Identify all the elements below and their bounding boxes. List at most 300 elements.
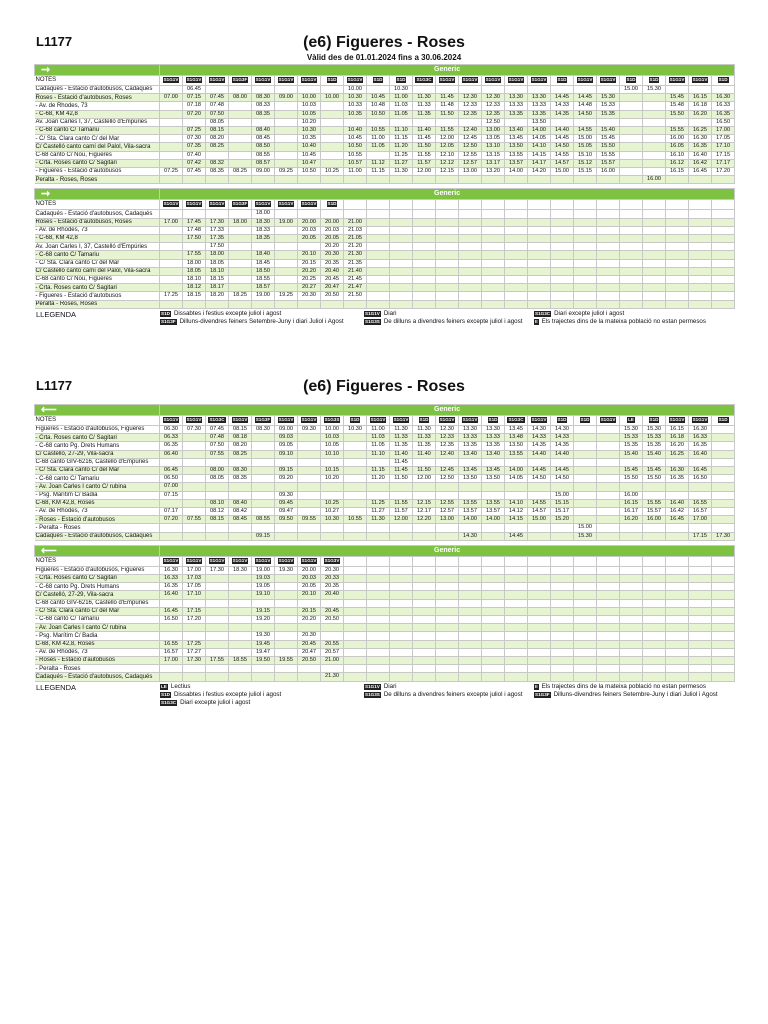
departure-time [482,235,505,243]
departure-time [712,235,735,243]
legend-text: Dissabtes i festius excepte juliol i agost [173,690,282,698]
departure-time: 11.20 [367,475,390,483]
departure-time [712,665,735,673]
departure-time [436,218,459,226]
service-code-chip: S1D [718,77,728,82]
departure-time: 08.25 [229,168,252,176]
departure-time [321,599,344,607]
service-code-chip: II [535,683,538,689]
departure-time: 16.57 [160,648,183,656]
departure-time [390,607,413,615]
departure-time: 13.50 [459,475,482,483]
departure-time: 16.35 [689,442,712,450]
departure-time [321,143,344,151]
departure-time: 13.33 [505,102,528,110]
departure-time [643,218,666,226]
departure-time: 16.10 [666,151,689,159]
departure-time [551,483,574,491]
service-code-chip: S1G1V [462,417,478,422]
departure-time [367,300,390,308]
departure-time: 16.15 [666,426,689,434]
stop-name: Cadaqués - Estació d'autobusos, Cadaqués [35,532,160,540]
departure-time: 18.40 [252,251,275,259]
departure-time [643,300,666,308]
service-code-cell [436,200,459,210]
departure-time [551,276,574,284]
service-banner [35,189,735,200]
departure-time [643,235,666,243]
service-code-chip: S1G1V [163,201,179,207]
departure-time [367,118,390,126]
departure-time [666,267,689,275]
departure-time [528,218,551,226]
stop-row [35,575,735,583]
departure-time: 14.05 [528,135,551,143]
departure-time: 17.15 [183,607,206,615]
departure-time: 16.00 [620,491,643,499]
service-code-chip: S1D [327,77,337,82]
departure-time: 16.33 [160,575,183,583]
departure-time: 15.30 [597,94,620,102]
departure-time [390,575,413,583]
departure-time [206,491,229,499]
departure-time [620,243,643,251]
service-code-chip: S1G1V [255,77,271,82]
departure-time: 08.30 [252,94,275,102]
departure-time: 21.20 [344,243,367,251]
departure-time: 20.15 [298,259,321,267]
service-code-cell [390,76,413,86]
departure-time: 20.30 [321,566,344,574]
departure-time [689,300,712,308]
direction-arrow-icon: ⟵ [35,545,160,556]
departure-time [344,640,367,648]
departure-time: 10.57 [344,159,367,167]
stop-name: Figueres - Estació d'autobusos, Figueres [35,566,160,574]
departure-time [252,483,275,491]
departure-time: 15.17 [551,508,574,516]
departure-time [620,143,643,151]
departure-time: 10.55 [367,127,390,135]
departure-time [367,665,390,673]
service-code-chip: S1G1V [163,77,179,82]
departure-time [505,607,528,615]
departure-time: 17.15 [689,532,712,540]
departure-time [643,591,666,599]
departure-time: 06.40 [160,450,183,458]
departure-time: 07.50 [206,110,229,118]
departure-time [551,575,574,583]
departure-time: 14.50 [574,110,597,118]
departure-time [528,640,551,648]
departure-time [597,259,620,267]
departure-time [321,483,344,491]
departure-time [344,657,367,665]
departure-time: 20.00 [321,218,344,226]
departure-time [505,665,528,673]
departure-time: 17.50 [206,243,229,251]
departure-time: 17.05 [712,135,735,143]
service-code-cell [252,556,275,566]
departure-time [620,110,643,118]
service-code-cell [643,556,666,566]
departure-time [413,524,436,532]
stop-name: - Av. de Rhodes, 73 [35,508,160,516]
departure-time [505,657,528,665]
departure-time [689,284,712,292]
service-code-cell [367,200,390,210]
departure-time: 07.55 [206,450,229,458]
departure-time [712,276,735,284]
departure-time [390,673,413,681]
departure-time [390,267,413,275]
departure-time [160,300,183,308]
departure-time [229,599,252,607]
departure-time [390,276,413,284]
departure-time [206,151,229,159]
departure-time: 14.55 [528,499,551,507]
service-code-cell [574,416,597,426]
departure-time: 17.00 [160,657,183,665]
departure-time [551,235,574,243]
departure-time: 18.55 [229,657,252,665]
departure-time: 11.00 [367,135,390,143]
departure-time [275,583,298,591]
departure-time: 16.35 [689,143,712,151]
departure-time: 08.25 [206,143,229,151]
line-code: L1177 [36,34,73,49]
departure-time [620,102,643,110]
departure-time [321,102,344,110]
departure-time [597,591,620,599]
departure-time: 13.45 [482,467,505,475]
stop-name: Av. Joan Carles I, 37, Castelló d'Empúries [35,243,160,251]
departure-time [344,591,367,599]
departure-time: 07.42 [183,159,206,167]
service-code-chip: S1G1V [301,201,317,207]
outbound-header [34,34,734,64]
departure-time [505,583,528,591]
stop-name: Peralta - Roses, Roses [35,300,160,308]
departure-time [666,616,689,624]
departure-time: 18.35 [252,235,275,243]
departure-time [160,102,183,110]
departure-time: 14.50 [528,475,551,483]
departure-time [528,599,551,607]
departure-time [505,267,528,275]
departure-time: 11.20 [390,143,413,151]
departure-time: 07.45 [183,168,206,176]
departure-time: 10.48 [367,102,390,110]
stop-name: Av. Joan Carles I, 37, Castelló d'Empúries [35,118,160,126]
departure-time [505,243,528,251]
stop-name: Figueres - Estació d'autobusos, Figueres [35,426,160,434]
departure-time: 10.30 [321,516,344,524]
departure-time [505,218,528,226]
departure-time [643,632,666,640]
stop-row [35,442,735,450]
departure-time: 17.15 [712,151,735,159]
departure-time [574,292,597,300]
departure-time: 09.50 [275,516,298,524]
stop-name: Cadaqués - Estació d'autobusos, Cadaqués [35,210,160,218]
departure-time [528,491,551,499]
departure-time [436,575,459,583]
service-code-cell [321,76,344,86]
departure-time [643,292,666,300]
service-code-chip: S1G1V [278,557,294,563]
service-code-chip: S1G1V [370,417,386,422]
departure-time: 11.45 [436,94,459,102]
departure-time: 09.30 [298,426,321,434]
departure-time: 13.35 [482,442,505,450]
departure-time [206,648,229,656]
stop-name: - C-68 canto C/ Tamariu [35,616,160,624]
departure-time [367,616,390,624]
legend-title: LLEGENDA [36,682,77,692]
service-code-cell [482,556,505,566]
departure-time [390,648,413,656]
departure-time: 16.42 [666,508,689,516]
departure-time [229,143,252,151]
departure-time [206,591,229,599]
departure-time [597,665,620,673]
departure-time [436,665,459,673]
departure-time [160,267,183,275]
service-code-chip: S1G1V [365,683,380,689]
stop-row [35,218,735,226]
departure-time: 14.55 [551,151,574,159]
departure-time [206,583,229,591]
departure-time: 08.20 [229,442,252,450]
service-code-chip: S1D [649,417,659,422]
departure-time [367,532,390,540]
departure-time [597,499,620,507]
departure-time [436,640,459,648]
departure-time [344,118,367,126]
departure-time: 13.30 [528,94,551,102]
departure-time: 11.50 [413,143,436,151]
departure-time [666,632,689,640]
departure-time [666,673,689,681]
departure-time [367,566,390,574]
departure-time [298,176,321,184]
service-code-cell [597,556,620,566]
departure-time [505,632,528,640]
departure-time: 16.25 [666,450,689,458]
departure-time [459,218,482,226]
departure-time [413,575,436,583]
departure-time: 11.03 [367,434,390,442]
departure-time: 10.55 [344,151,367,159]
departure-time: 11.30 [390,426,413,434]
service-code-chip: S1D [557,77,567,82]
departure-time: 13.57 [459,508,482,516]
departure-time: 13.55 [505,450,528,458]
service-code-cell [459,416,482,426]
service-code-cell [229,200,252,210]
departure-time [597,426,620,434]
departure-time: 09.05 [275,442,298,450]
departure-time: 13.10 [482,143,505,151]
departure-time: 07.15 [183,94,206,102]
departure-time [183,450,206,458]
departure-time [390,599,413,607]
stop-row [35,210,735,218]
departure-time [597,300,620,308]
departure-time [436,292,459,300]
service-code-chip: S1G1V [577,77,593,82]
departure-time [229,118,252,126]
departure-time: 07.20 [160,516,183,524]
departure-time: 11.10 [367,450,390,458]
departure-time: 07.35 [183,143,206,151]
departure-time [620,235,643,243]
departure-time [643,259,666,267]
departure-time [712,599,735,607]
departure-time [436,251,459,259]
departure-time [528,176,551,184]
departure-time: 15.40 [597,127,620,135]
departure-time [459,276,482,284]
service-code-chip: S1G1V [462,77,478,82]
departure-time: 07.17 [160,508,183,516]
departure-time: 21.40 [344,267,367,275]
departure-time: 20.47 [298,648,321,656]
service-code-chip: S1D [161,310,170,316]
departure-time [206,640,229,648]
departure-time: 15.12 [574,159,597,167]
departure-time [643,624,666,632]
departure-time: 13.40 [505,127,528,135]
legend-text: Els trajectes dins de la mateixa població no estan permesos [541,682,706,690]
departure-time [551,218,574,226]
departure-time [229,640,252,648]
service-code-cell [436,416,459,426]
departure-time [160,499,183,507]
legend-item [534,691,718,698]
departure-time [551,210,574,218]
departure-time: 08.57 [252,159,275,167]
service-code-cell [344,556,367,566]
departure-time: 12.57 [436,508,459,516]
stop-name: C-68 canto GIV-6216, Castelló d'Empúries [35,458,160,466]
departure-time [229,491,252,499]
departure-time: 12.30 [436,426,459,434]
departure-time [344,450,367,458]
departure-time: 14.45 [528,467,551,475]
service-code-cell [344,76,367,86]
departure-time: 12.35 [436,442,459,450]
departure-time [574,267,597,275]
departure-time [551,632,574,640]
departure-time: 10.45 [298,151,321,159]
departure-time: 08.15 [206,516,229,524]
stop-row [35,467,735,475]
departure-time: 09.00 [275,94,298,102]
departure-time: 10.30 [298,127,321,135]
departure-time [413,657,436,665]
legend-item [160,683,190,690]
stop-row [35,483,735,491]
departure-time [436,118,459,126]
departure-time [367,151,390,159]
departure-time: 21.03 [344,226,367,234]
service-code-chip: S1G1V [209,77,225,82]
departure-time [528,524,551,532]
departure-time [275,665,298,673]
departure-time [252,524,275,532]
departure-time: 20.40 [321,591,344,599]
departure-time [275,135,298,143]
departure-time [574,259,597,267]
departure-time: 17.30 [206,566,229,574]
service-code-cell [459,556,482,566]
departure-time: 16.05 [666,143,689,151]
departure-time: 18.05 [183,267,206,275]
departure-time [183,118,206,126]
departure-time [436,632,459,640]
departure-time [436,284,459,292]
departure-time [275,284,298,292]
departure-time [574,442,597,450]
departure-time [551,640,574,648]
service-code-chip: S1G1V [301,557,317,563]
departure-time [620,267,643,275]
direction-arrow-icon: ➞ [35,189,160,200]
departure-time: 17.00 [183,566,206,574]
departure-time [298,673,321,681]
departure-time: 20.55 [321,640,344,648]
departure-time: 13.50 [482,475,505,483]
departure-time [252,624,275,632]
departure-time [712,632,735,640]
departure-time: 14.33 [551,434,574,442]
departure-time: 13.45 [505,426,528,434]
departure-time [436,243,459,251]
departure-time [183,483,206,491]
departure-time [574,607,597,615]
departure-time [643,583,666,591]
departure-time [505,86,528,94]
departure-time: 16.50 [712,118,735,126]
legend-text: Lectius [170,682,191,690]
service-type-label: Generic [160,545,735,556]
departure-time [528,624,551,632]
service-code-cell [551,76,574,86]
departure-time: 14.57 [528,508,551,516]
departure-time [482,292,505,300]
departure-time: 14.20 [528,168,551,176]
departure-time [597,467,620,475]
departure-time [689,243,712,251]
departure-time: 10.35 [298,135,321,143]
service-code-cell [367,556,390,566]
departure-time [229,524,252,532]
departure-time [643,284,666,292]
departure-time: 10.00 [344,86,367,94]
departure-time [620,673,643,681]
departure-time [597,483,620,491]
departure-time [574,508,597,516]
departure-time [551,616,574,624]
stop-row [35,168,735,176]
departure-time [482,226,505,234]
departure-time [574,575,597,583]
departure-time [459,210,482,218]
departure-time [390,665,413,673]
departure-time [620,524,643,532]
